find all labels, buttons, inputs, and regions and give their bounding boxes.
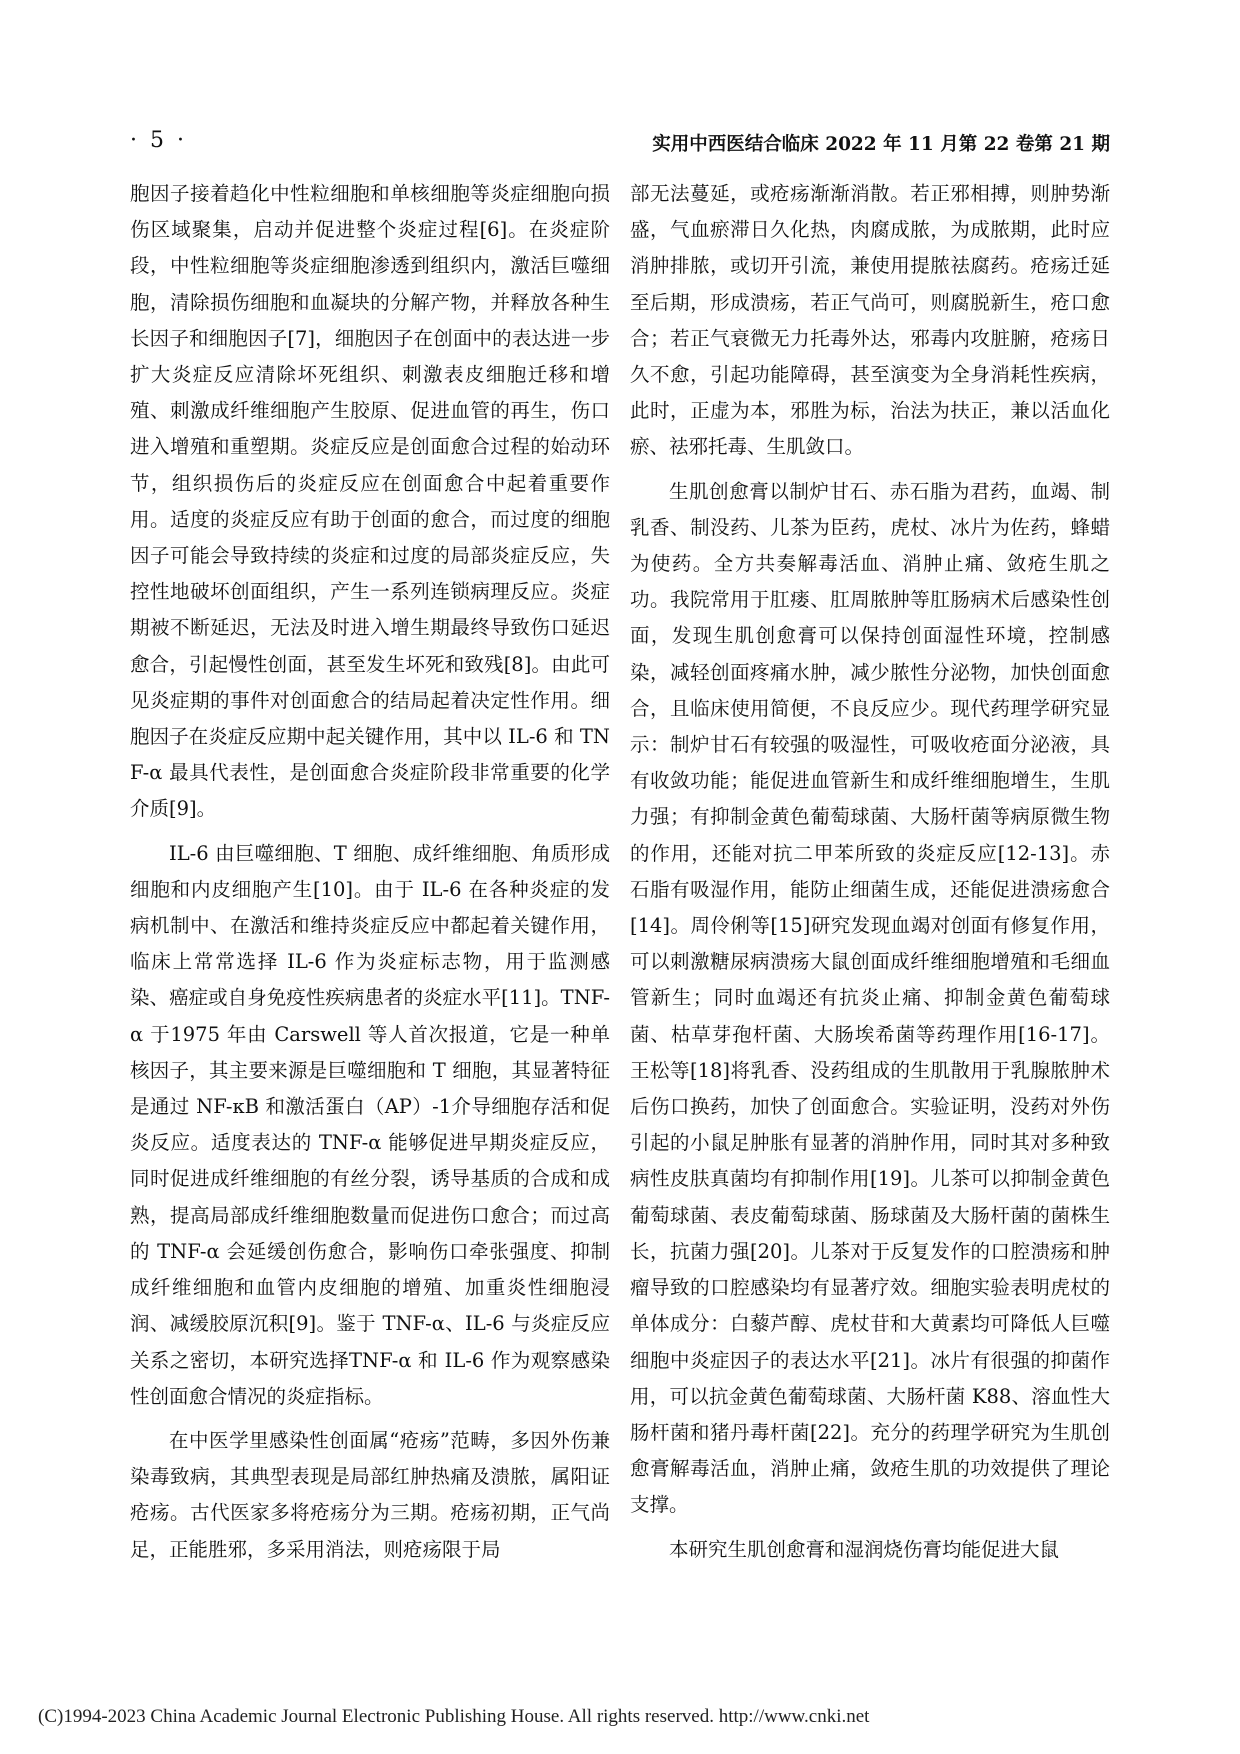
left-column — [130, 176, 610, 1576]
page-header — [130, 128, 1110, 158]
paragraph: 生肌创愈膏以制炉甘石、赤石脂为君药，血竭、制乳香、制没药、儿茶为臣药，虎杖、冰片为佐药，蜂蜡为使药。全方共奏解毒活血、消肿止痛、敛疮生肌之功。我院常用于肛瘘、肛周脓肿等肛肠病术后感染性创面，发现生肌创愈膏可以保持创面湿性环境，控制感染，减轻创面疼痛水肿，减少脓性分泌物，加快创面愈合，且临床使用简便，不良反应少。现代药理学研究显示：制炉甘石有较强的吸湿性，可吸收疮面分泌液，具有收敛功能；能促进血管新生和成纤维细胞增生，生肌力强；有抑制金黄色葡萄球菌、大肠杆菌等病原微生物的作用，还能对抗二甲苯所致的炎症反应[12-13]。赤石脂有吸湿作用，能防止细菌生成，还能促进溃疡愈合[14]。周伶俐等[15]研究发现血竭对创面有修复作用，可以刺激糖尿病溃疡大鼠创面成纤维细胞增殖和毛细血管新生；同时血竭还有抗炎止痛、抑制金黄色葡萄球菌、枯草芽孢杆菌、大肠埃希菌等药理作用[16-17]。王松等[18]将乳香、没药组成的生肌散用于乳腺脓肿术后伤口换药，加快了创面愈合。实验证明，没药对外伤引起的小鼠足肿胀有显著的消肿作用，同时其对多种致病性皮肤真菌均有抑制作用[19]。儿茶可以抑制金黄色葡萄球菌、表皮葡萄球菌、肠球菌及大肠杆菌的菌株生长，抗菌力强[20]。儿茶对于反复发作的口腔溃疡和肿瘤导致的口腔感染均有显著疗效。细胞实验表明虎杖的单体成分：白藜芦醇、虎杖苷和大黄素均可降低人巨噬细胞中炎症因子的表达水平[21]。冰片有很强的抑菌作用，可以抗金黄色葡萄球菌、大肠杆菌 K88、溶血性大肠杆菌和猪丹毒杆菌[22]。充分的药理学研究为生肌创愈膏解毒活血，消肿止痛，敛疮生肌的功效提供了理论支撑。 — [630, 479, 1110, 1517]
page-number: · 5 · — [130, 128, 187, 153]
paragraph: 本研究生肌创愈膏和湿润烧伤膏均能促进大鼠 — [669, 1537, 1060, 1561]
copyright-footer: (C)1994-2023 China Academic Journal Electronic Publishing House. All rights reserved. http://www.cnki.net — [38, 1706, 870, 1727]
paragraph: IL-6 由巨噬细胞、T 细胞、成纤维细胞、角质形成细胞和内皮细胞产生[10]。由于 IL-6 在各种炎症的发病机制中、在激活和维持炎症反应中都起着关键作用，临床上常常选择 IL-6 作为炎症标志物，用于监测感染、癌症或自身免疫性疾病患者的炎症水平[11]。TNF-α 于1975 年由 Carswell 等人首次报道，它是一种单核因子，其主要来源是巨噬细胞和 T 细胞，其显著特征是通过 NF-κB 和激活蛋白（AP）-1介导细胞存活和促炎反应。适度表达的 TNF-α 能够促进早期炎症反应，同时促进成纤维细胞的有丝分裂，诱导基质的合成和成熟，提高局部成纤维细胞数量而促进伤口愈合；而过高的 TNF-α 会延缓创伤愈合，影响伤口牵张强度、抑制成纤维细胞和血管内皮细胞的增殖、加重炎性细胞浸润、减缓胶原沉积[9]。鉴于 TNF-α、IL-6 与炎症反应关系之密切，本研究选择TNF-α 和 IL-6 作为观察感染性创面愈合情况的炎症指标。 — [130, 841, 610, 1408]
paragraph: 胞因子接着趋化中性粒细胞和单核细胞等炎症细胞向损伤区域聚集，启动并促进整个炎症过程[6]。在炎症阶段，中性粒细胞等炎症细胞渗透到组织内，激活巨噬细胞，清除损伤细胞和血凝块的分解产物，并释放各种生长因子和细胞因子[7]，细胞因子在创面中的表达进一步扩大炎症反应清除坏死组织、刺激表皮细胞迁移和增殖、刺激成纤维细胞产生胶原、促进血管的再生，伤口进入增殖和重塑期。炎症反应是创面愈合过程的始动环节，组织损伤后的炎症反应在创面愈合中起着重要作用。适度的炎症反应有助于创面的愈合，而过度的细胞因子可能会导致持续的炎症和过度的局部炎症反应，失控性地破坏创面组织，产生一系列连锁病理反应。炎症期被不断延迟，无法及时进入增生期最终导致伤口延迟愈合，引起慢性创面，甚至发生坏死和致残[8]。由此可见炎症期的事件对创面愈合的结局起着决定性作用。细胞因子在炎症反应期中起关键作用，其中以 IL-6 和 TNF-α 最具代表性，是创面愈合炎症阶段非常重要的化学介质[9]。 — [130, 182, 610, 821]
paragraph: 部无法蔓延，或疮疡渐渐消散。若正邪相搏，则肿势渐盛，气血瘀滞日久化热，肉腐成脓，为成脓期，此时应消肿排脓，或切开引流，兼使用提脓祛腐药。疮疡迁延至后期，形成溃疡，若正气尚可，则腐脱新生，疮口愈合；若正气衰微无力托毒外达，邪毒内攻脏腑，疮疡日久不愈，引起功能障碍，甚至演变为全身消耗性疾病，此时，正虚为本，邪胜为标，治法为扶正，兼以活血化瘀、祛邪托毒、生肌敛口。 — [630, 182, 1110, 459]
journal-title: 实用中西医结合临床 2022 年 11 月第 22 卷第 21 期 — [652, 134, 1110, 155]
right-column — [630, 176, 1110, 1576]
paragraph: 在中医学里感染性创面属“疮疡”范畴，多因外伤兼染毒致病，其典型表现是局部红肿热痛及溃脓，属阳证疮疡。古代医家多将疮疡分为三期。疮疡初期，正气尚足，正能胜邪，多采用消法，则疮疡限于局 — [130, 1428, 610, 1561]
